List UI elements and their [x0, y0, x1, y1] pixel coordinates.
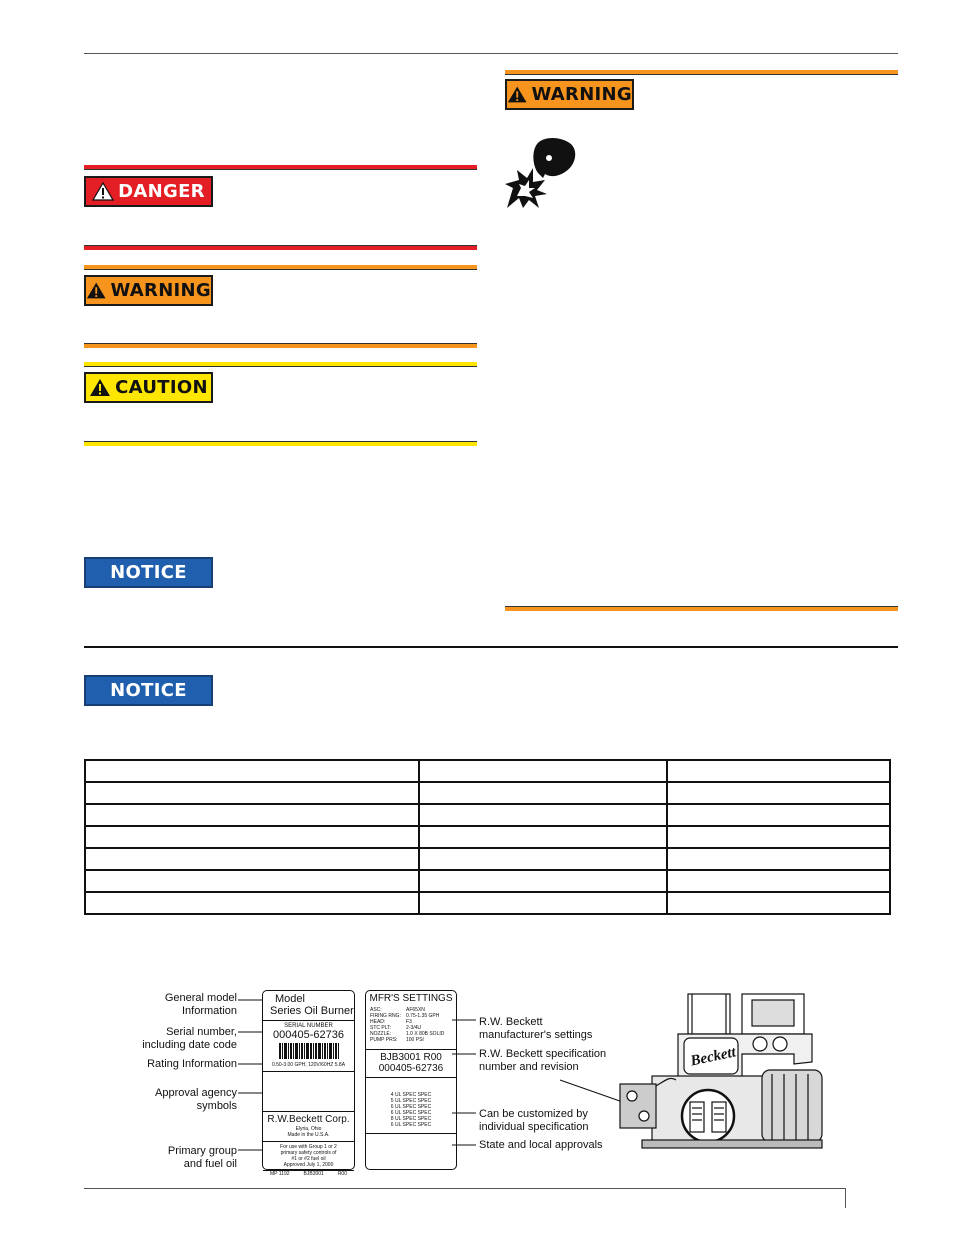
settings-title: MFR'S SETTINGS — [369, 993, 453, 1004]
alert-triangle-icon — [507, 85, 527, 104]
callout-state-local: State and local approvals — [479, 1139, 603, 1151]
spec-line: 8 UL SPEC SPEC — [390, 1116, 432, 1122]
spec-table — [84, 759, 891, 915]
burner-illustration — [612, 990, 844, 1160]
spec-line: 6 UL SPEC SPEC — [390, 1110, 432, 1116]
plate-use-1: For use with Group 1 or 2 — [280, 1144, 337, 1150]
settings-plate — [365, 990, 457, 1170]
caution-top-rule — [84, 362, 477, 367]
spec-line: 4 UL SPEC SPEC — [390, 1092, 432, 1098]
footer-tick — [845, 1188, 846, 1208]
settings-key: NOZZLE: — [370, 1031, 392, 1037]
section-rule — [84, 646, 898, 648]
plate-series: Series Oil Burner — [270, 1005, 354, 1017]
table-row — [85, 782, 890, 804]
plate-city-2: Made in the U.S.A. — [287, 1132, 330, 1138]
burner-logo: Beckett — [689, 1044, 738, 1070]
alert-triangle-icon — [86, 281, 106, 300]
settings-key: HEAD: — [370, 1019, 386, 1025]
warning-left-top-rule — [84, 265, 477, 270]
notice-label-1: NOTICE — [110, 562, 187, 583]
alert-triangle-icon — [89, 378, 111, 397]
danger-label: DANGER — [118, 181, 205, 202]
settings-val: 1.0 X 80B SOLID — [406, 1031, 445, 1037]
explosion-icon — [503, 134, 579, 210]
callout-customized: Can be customized by individual specification — [479, 1108, 589, 1133]
plate-rating-text: 0.50-3.00 GPH, 120V/60HZ 5.8A — [271, 1062, 346, 1068]
caution-bottom-rule — [84, 441, 477, 446]
plate-serial-value: 000405-62736 — [273, 1029, 344, 1041]
settings-key: PUMP PRS: — [370, 1037, 398, 1043]
warning-right-label: WARNING — [531, 84, 632, 105]
settings-val: 0.75-1.35 GPH — [406, 1013, 440, 1019]
caution-label: CAUTION — [115, 377, 208, 398]
plate-model: Model — [275, 993, 305, 1005]
settings-val: 100 PSI — [406, 1037, 424, 1043]
settings-val: 2-3/4U — [406, 1025, 422, 1031]
alert-triangle-icon — [92, 182, 114, 201]
settings-spec-code: BJB3001 R00 — [380, 1052, 442, 1063]
table-row — [85, 826, 890, 848]
settings-key: STC PLT: — [370, 1025, 392, 1031]
barcode — [279, 1043, 339, 1059]
plate-footer-mid: BJB3001 — [303, 1171, 324, 1177]
callout-primary-group: Primary group and fuel oil — [167, 1145, 237, 1170]
rating-plate — [262, 990, 355, 1177]
caution-badge — [84, 372, 213, 403]
settings-val: F3 — [406, 1019, 412, 1025]
callout-approval-agency: Approval agency symbols — [155, 1087, 237, 1112]
plate-city-1: Elyria, Ohio — [295, 1126, 322, 1132]
notice-badge-2 — [84, 675, 213, 706]
plate-use-4: Approved July 1, 2000 — [283, 1162, 334, 1168]
header-rule — [84, 53, 898, 54]
warning-right-bottom-rule — [505, 606, 898, 611]
plate-serial-heading: SERIAL NUMBER — [284, 1023, 333, 1029]
danger-badge — [84, 176, 213, 207]
warning-left-bottom-rule — [84, 343, 477, 348]
plate-use-2: primary safety controls of — [280, 1150, 337, 1156]
settings-key: ASC: — [370, 1007, 382, 1013]
warning-left-label: WARNING — [110, 280, 211, 301]
spec-line: 5 UL SPEC SPEC — [390, 1098, 432, 1104]
table-row — [85, 870, 890, 892]
table-row — [85, 892, 890, 914]
callout-spec-number: R.W. Beckett specification number and revision — [479, 1048, 607, 1073]
settings-val: AF65XN — [406, 1007, 425, 1013]
notice-badge-1 — [84, 557, 213, 588]
plate-company: R.W.Beckett Corp. — [267, 1114, 350, 1125]
table-row — [85, 804, 890, 826]
warning-right-top-rule — [505, 70, 898, 75]
danger-bottom-rule — [84, 245, 477, 250]
spec-line: 6 UL SPEC SPEC — [390, 1122, 432, 1128]
callout-rating: Rating Information — [147, 1058, 237, 1070]
settings-key: FIRING RNG: — [370, 1013, 401, 1019]
warning-left-badge — [84, 275, 213, 306]
settings-rows — [366, 1005, 456, 1043]
plate-footer-left: MP 1192 — [269, 1171, 290, 1177]
table-row — [85, 848, 890, 870]
callout-serial-number: Serial number, including date code — [142, 1026, 237, 1051]
plate-use-3: #1 or #2 fuel oil — [291, 1156, 326, 1162]
warning-right-badge — [505, 79, 634, 110]
plate-footer-right: R00 — [337, 1171, 347, 1177]
callout-general-model: General model Information — [164, 992, 237, 1017]
callout-mfr-settings: R.W. Beckett manufacturer's settings — [479, 1016, 593, 1041]
spec-line: 6 UL SPEC SPEC — [390, 1104, 432, 1110]
footer-rule — [84, 1188, 846, 1189]
table-row — [85, 760, 890, 782]
danger-top-rule — [84, 165, 477, 170]
settings-serial: 000405-62736 — [378, 1063, 444, 1074]
notice-label-2: NOTICE — [110, 680, 187, 701]
